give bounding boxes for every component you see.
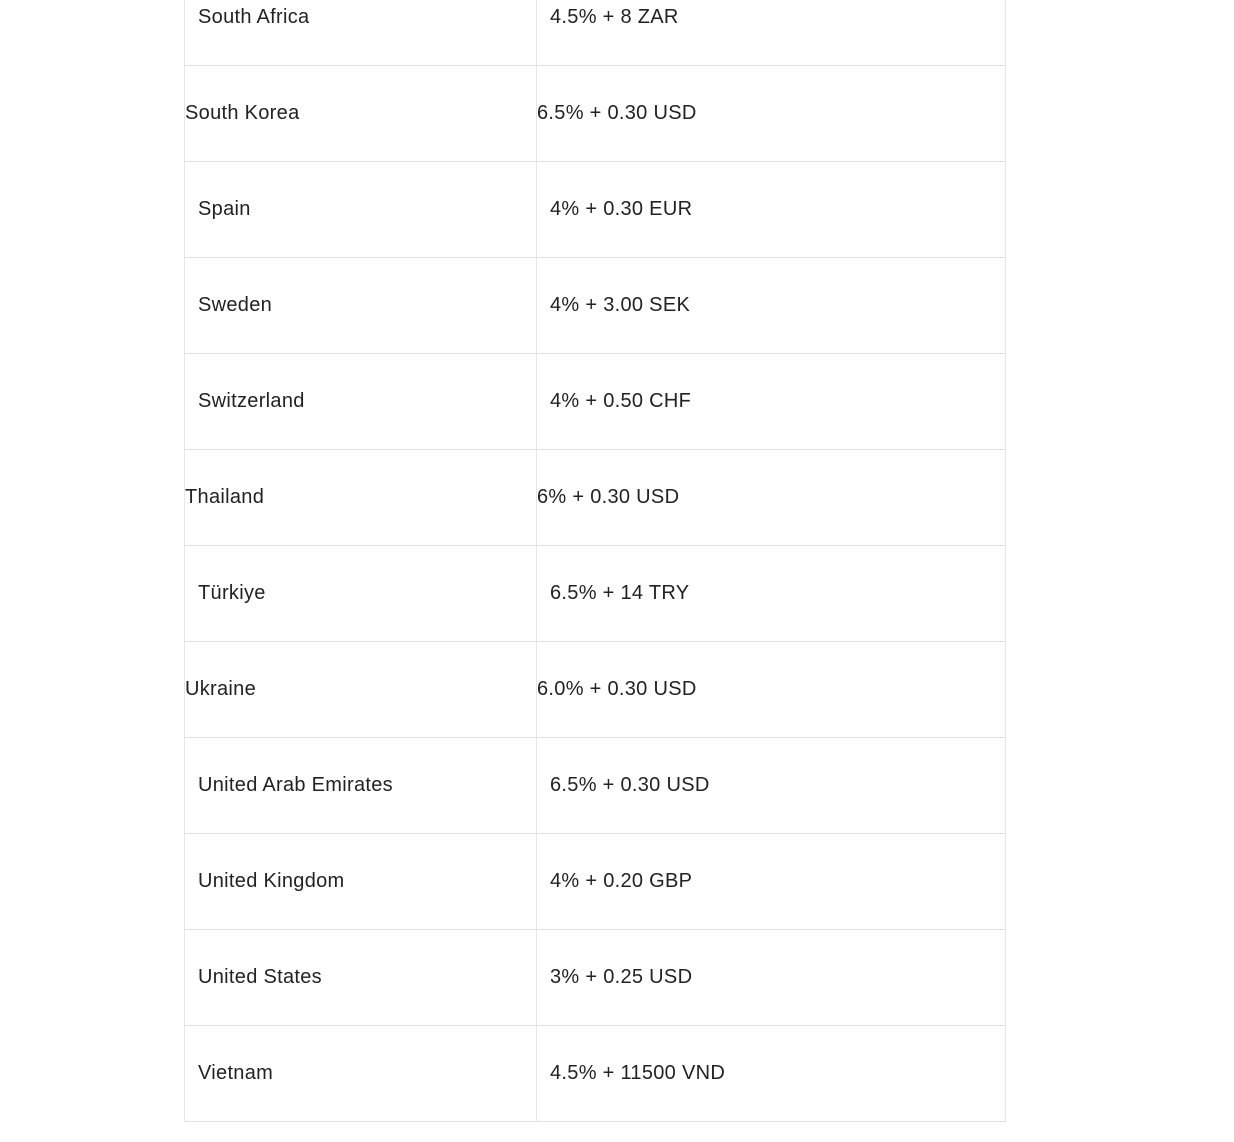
country-cell: Switzerland — [185, 354, 537, 450]
country-cell: South Africa — [185, 0, 537, 66]
fee-cell: 4% + 0.20 GBP — [537, 834, 1006, 930]
fee-cell: 4% + 3.00 SEK — [537, 258, 1006, 354]
table-row — [185, 258, 1006, 354]
country-cell: United Kingdom — [185, 834, 537, 930]
country-cell: South Korea — [185, 66, 537, 162]
country-cell: Spain — [185, 162, 537, 258]
country-cell: United States — [185, 930, 537, 1026]
fee-cell: 6.5% + 0.30 USD — [537, 738, 1006, 834]
fee-cell: 4% + 0.30 EUR — [537, 162, 1006, 258]
fee-cell: 4.5% + 8 ZAR — [537, 0, 1006, 66]
country-cell: Thailand — [185, 450, 537, 546]
fee-cell: 3% + 0.25 USD — [537, 930, 1006, 1026]
table-row — [185, 930, 1006, 1026]
country-cell: Türkiye — [185, 546, 537, 642]
country-cell: Ukraine — [185, 642, 537, 738]
fee-cell: 6.0% + 0.30 USD — [537, 642, 1006, 738]
fee-cell: 6% + 0.30 USD — [537, 450, 1006, 546]
table-row — [185, 66, 1006, 162]
fee-cell: 6.5% + 14 TRY — [537, 546, 1006, 642]
fee-cell: 6.5% + 0.30 USD — [537, 66, 1006, 162]
country-cell: Sweden — [185, 258, 537, 354]
table-row — [185, 546, 1006, 642]
fee-table-container — [184, 0, 1005, 1122]
table-row — [185, 0, 1006, 66]
table-row — [185, 834, 1006, 930]
fee-table — [184, 0, 1006, 1122]
table-row — [185, 642, 1006, 738]
country-cell: United Arab Emirates — [185, 738, 537, 834]
fee-cell: 4% + 0.50 CHF — [537, 354, 1006, 450]
table-row — [185, 738, 1006, 834]
table-row — [185, 1026, 1006, 1122]
table-row — [185, 162, 1006, 258]
table-row — [185, 450, 1006, 546]
fee-table-body — [185, 0, 1006, 1122]
table-row — [185, 354, 1006, 450]
fee-cell: 4.5% + 11500 VND — [537, 1026, 1006, 1122]
country-cell: Vietnam — [185, 1026, 537, 1122]
